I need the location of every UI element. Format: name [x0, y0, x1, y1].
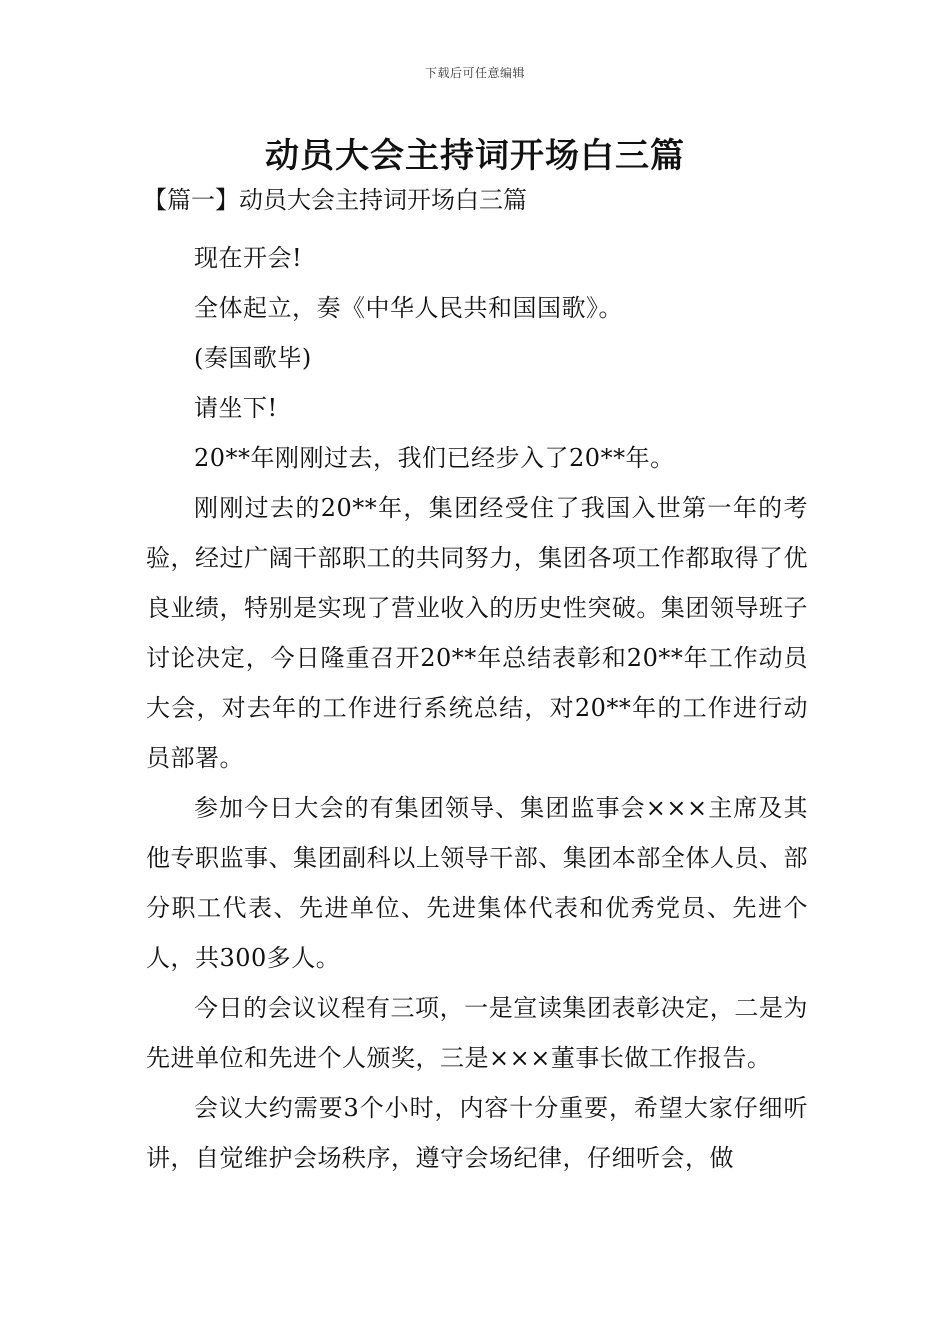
paragraph: (奏国歌毕)	[194, 344, 312, 372]
paragraph: 请坐下!	[194, 394, 278, 422]
paragraph: 20**年刚刚过去，我们已经步入了20**年。	[194, 444, 675, 472]
document-body	[143, 183, 808, 1183]
header-note: 下载后可任意编辑	[424, 66, 525, 80]
paragraph: 现在开会!	[194, 244, 303, 272]
paragraph: 参加今日大会的有集团领导、集团监事会×××主席及其他专职监事、集团副科以上领导干部、集团本部全体人员、部分职工代表、先进单位、先进集体代表和优秀党员、先进个人，共300多人。	[146, 794, 808, 972]
section-heading: 【篇一】动员大会主持词开场白三篇	[143, 186, 527, 214]
paragraph: 会议大约需要3个小时，内容十分重要，希望大家仔细听讲，自觉维护会场秩序，遵守会场纪律，仔细听会，做	[146, 1094, 808, 1172]
paragraph: 今日的会议议程有三项，一是宣读集团表彰决定，二是为先进单位和先进个人颁奖，三是×××董事长做工作报告。	[146, 994, 808, 1072]
document-title: 动员大会主持词开场白三篇	[265, 136, 685, 176]
paragraph: 全体起立，奏《中华人民共和国国歌》。	[194, 294, 623, 322]
paragraph: 刚刚过去的20**年，集团经受住了我国入世第一年的考验，经过广阔干部职工的共同努力，集团各项工作都取得了优良业绩，特别是实现了营业收入的历史性突破。集团领导班子讨论决定，今日隆重召开20**年总结表彰和20**年工作动员大会，对去年的工作进行系统总结，对20**年的工作进行动员部署。	[146, 494, 808, 772]
